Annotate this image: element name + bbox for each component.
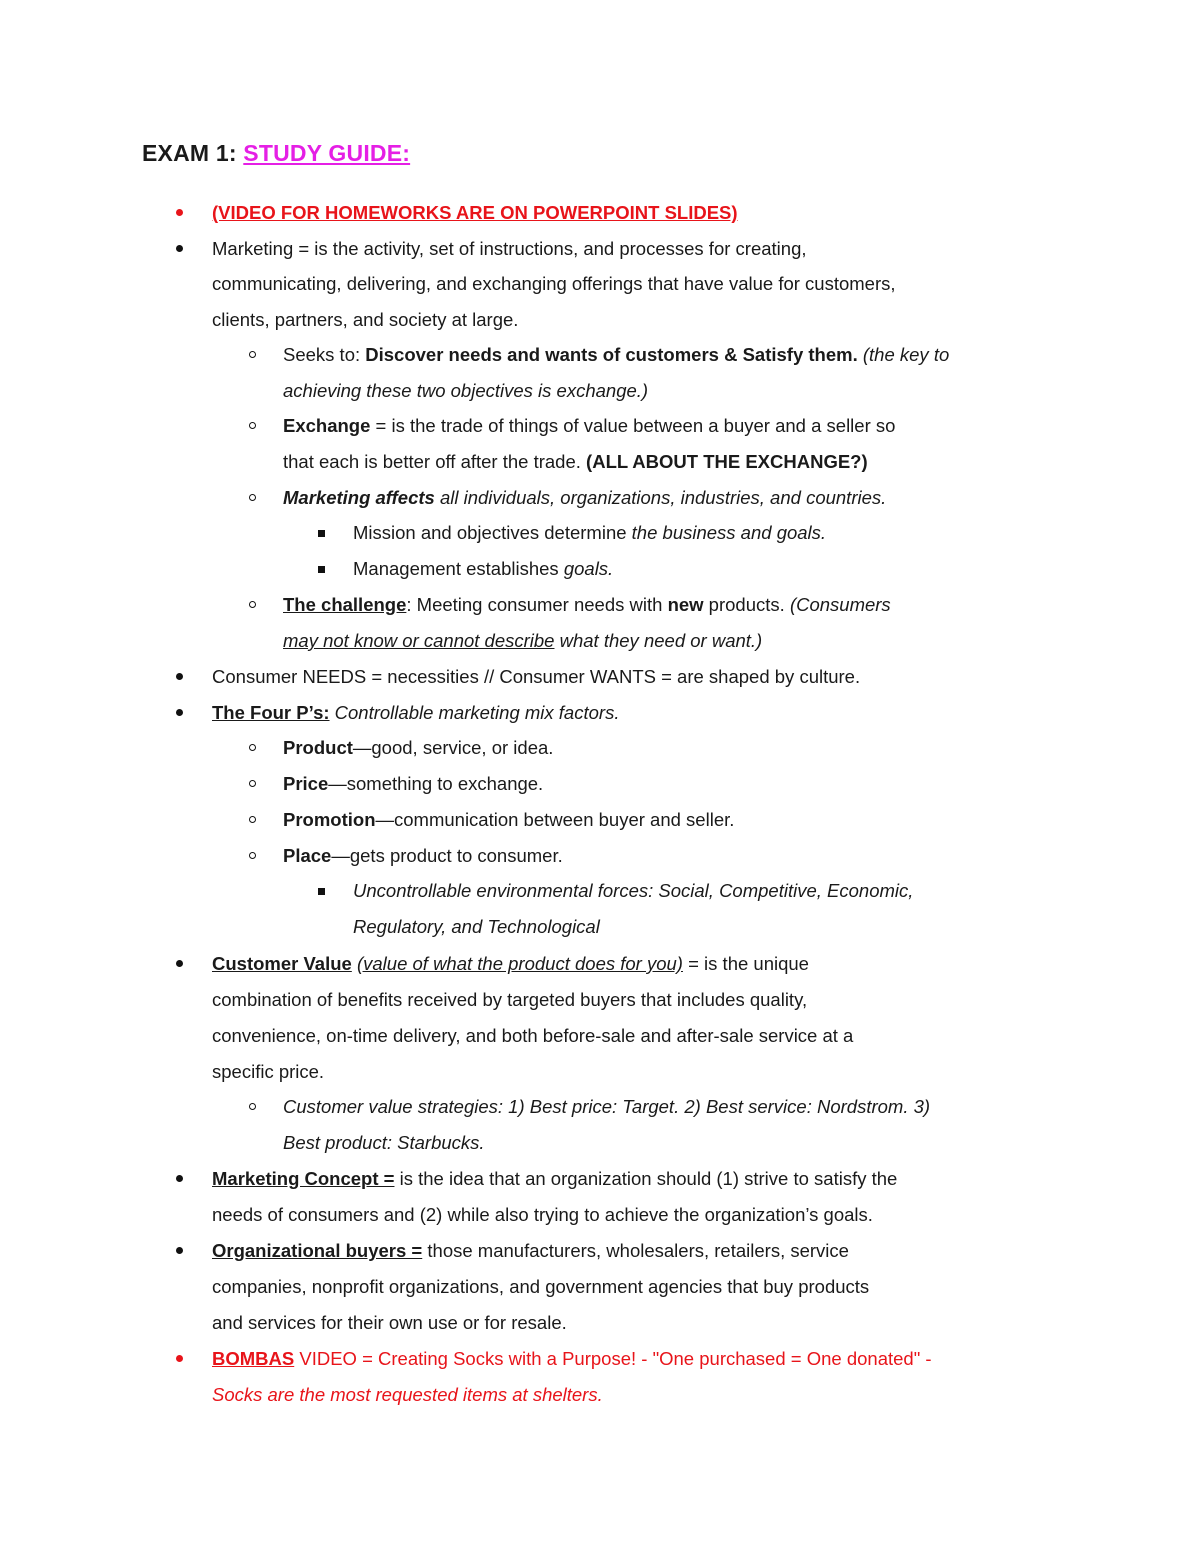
list-item-value-strategies: Customer value strategies: 1) Best price: Target. 2) Best service: Nordstrom. 3): [283, 1096, 931, 1117]
list-item-four-ps: The Four P’s: Controllable marketing mix factors.: [212, 702, 620, 723]
bullet-icon: [176, 673, 183, 680]
list-item-marketing-def: Marketing = is the activity, set of instructions, and processes for creating,: [212, 238, 807, 259]
text-line: Socks are the most requested items at shelters.: [212, 1384, 603, 1405]
text-line: convenience, on-time delivery, and both before-sale and after-sale service at a: [212, 1025, 854, 1046]
text-line: Best product: Starbucks.: [283, 1132, 485, 1153]
list-item-video-note: (VIDEO FOR HOMEWORKS ARE ON POWERPOINT SLIDES): [212, 202, 738, 223]
circle-bullet-icon: [249, 1103, 256, 1110]
square-bullet-icon: [318, 530, 325, 537]
text-line: clients, partners, and society at large.: [212, 309, 519, 330]
bullet-icon: [176, 1175, 183, 1182]
bullet-icon: [176, 1247, 183, 1254]
list-item-exchange: Exchange = is the trade of things of value between a buyer and a seller so: [283, 415, 896, 436]
page-title: [142, 140, 410, 167]
list-item-needs-wants: Consumer NEEDS = necessities // Consumer WANTS = are shaped by culture.: [212, 666, 861, 687]
list-item-bombas: BOMBAS VIDEO = Creating Socks with a Purpose! - "One purchased = One donated" -: [212, 1348, 932, 1369]
circle-bullet-icon: [249, 744, 256, 751]
bullet-icon: [176, 209, 183, 216]
list-item-price: Price—something to exchange.: [283, 773, 544, 794]
bullet-icon: [176, 709, 183, 716]
text-line: and services for their own use or for resale.: [212, 1312, 567, 1333]
text-line: achieving these two objectives is exchange.): [283, 380, 649, 401]
text-line: that each is better off after the trade. (ALL ABOUT THE EXCHANGE?): [283, 451, 868, 472]
bullet-icon: [176, 245, 183, 252]
list-item-org-buyers: Organizational buyers = those manufacturers, wholesalers, retailers, service: [212, 1240, 849, 1261]
text-line: communicating, delivering, and exchanging offerings that have value for customers,: [212, 273, 896, 294]
title-prefix: EXAM 1:: [142, 140, 237, 166]
list-item-place: Place—gets product to consumer.: [283, 845, 563, 866]
list-item-marketing-affects: Marketing affects all individuals, organizations, industries, and countries.: [283, 487, 887, 508]
list-item-marketing-concept: Marketing Concept = is the idea that an organization should (1) strive to satisfy the: [212, 1168, 898, 1189]
list-item-promotion: Promotion—communication between buyer and seller.: [283, 809, 735, 830]
list-item-customer-value: Customer Value (value of what the product does for you) = is the unique: [212, 953, 809, 974]
list-item-management: Management establishes goals.: [353, 558, 614, 579]
circle-bullet-icon: [249, 422, 256, 429]
list-item-product: Product—good, service, or idea.: [283, 737, 554, 758]
bullet-icon: [176, 960, 183, 967]
text-line: Regulatory, and Technological: [353, 916, 600, 937]
list-item-challenge: The challenge: Meeting consumer needs with new products. (Consumers: [283, 594, 891, 615]
circle-bullet-icon: [249, 494, 256, 501]
circle-bullet-icon: [249, 816, 256, 823]
title-accent: STUDY GUIDE:: [243, 140, 411, 166]
text-line: companies, nonprofit organizations, and government agencies that buy products: [212, 1276, 870, 1297]
list-item-uncontrollable: Uncontrollable environmental forces: Social, Competitive, Economic,: [353, 880, 914, 901]
circle-bullet-icon: [249, 351, 256, 358]
text-line: specific price.: [212, 1061, 325, 1082]
list-item-seeks-to: Seeks to: Discover needs and wants of customers & Satisfy them. (the key to: [283, 344, 950, 365]
square-bullet-icon: [318, 888, 325, 895]
bullet-icon: [176, 1355, 183, 1362]
circle-bullet-icon: [249, 601, 256, 608]
circle-bullet-icon: [249, 780, 256, 787]
text-line: needs of consumers and (2) while also trying to achieve the organization’s goals.: [212, 1204, 873, 1225]
square-bullet-icon: [318, 566, 325, 573]
circle-bullet-icon: [249, 852, 256, 859]
text-line: combination of benefits received by targeted buyers that includes quality,: [212, 989, 808, 1010]
list-item-mission: Mission and objectives determine the business and goals.: [353, 522, 827, 543]
text-line: may not know or cannot describe what they need or want.): [283, 630, 763, 651]
